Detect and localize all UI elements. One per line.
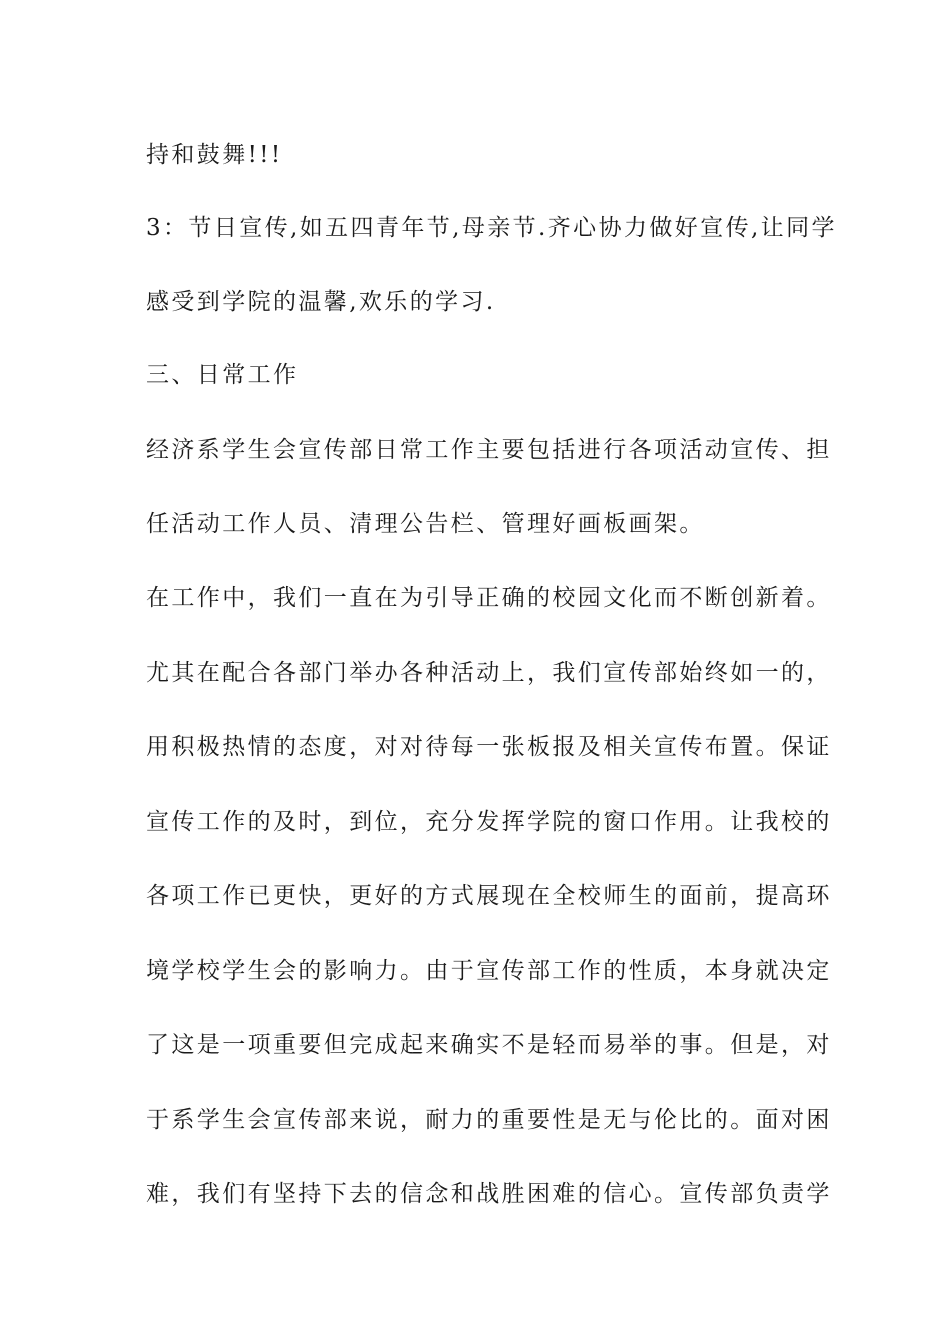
text-line: 感受到学院的温馨,欢乐的学习. bbox=[146, 289, 496, 315]
text-line: 了这是一项重要但完成起来确实不是轻而易举的事。但是，对 bbox=[146, 1032, 832, 1058]
text-line: 难，我们有坚持下去的信念和战胜困难的信心。宣传部负责学 bbox=[146, 1181, 832, 1207]
text-line: 于系学生会宣传部来说，耐力的重要性是无与伦比的。面对困 bbox=[146, 1107, 832, 1133]
text-line: 任活动工作人员、清理公告栏、管理好画板画架。 bbox=[146, 511, 705, 537]
text-line: 宣传工作的及时，到位，充分发挥学院的窗口作用。让我校的 bbox=[146, 809, 832, 835]
text-line: 境学校学生会的影响力。由于宣传部工作的性质，本身就决定 bbox=[146, 958, 832, 984]
text-line: 持和鼓舞!!! bbox=[146, 142, 283, 168]
section-heading: 三、日常工作 bbox=[146, 362, 299, 388]
text-line: 各项工作已更快，更好的方式展现在全校师生的面前，提高环 bbox=[146, 883, 832, 909]
text-line: 3：节日宣传,如五四青年节,母亲节.齐心协力做好宣传,让同学 bbox=[146, 215, 837, 241]
text-line: 经济系学生会宣传部日常工作主要包括进行各项活动宣传、担 bbox=[146, 437, 832, 463]
text-line: 尤其在配合各部门举办各种活动上，我们宣传部始终如一的， bbox=[146, 660, 832, 686]
text-line: 用积极热情的态度，对对待每一张板报及相关宣传布置。保证 bbox=[146, 734, 832, 760]
text-line: 在工作中，我们一直在为引导正确的校园文化而不断创新着。 bbox=[146, 585, 832, 611]
